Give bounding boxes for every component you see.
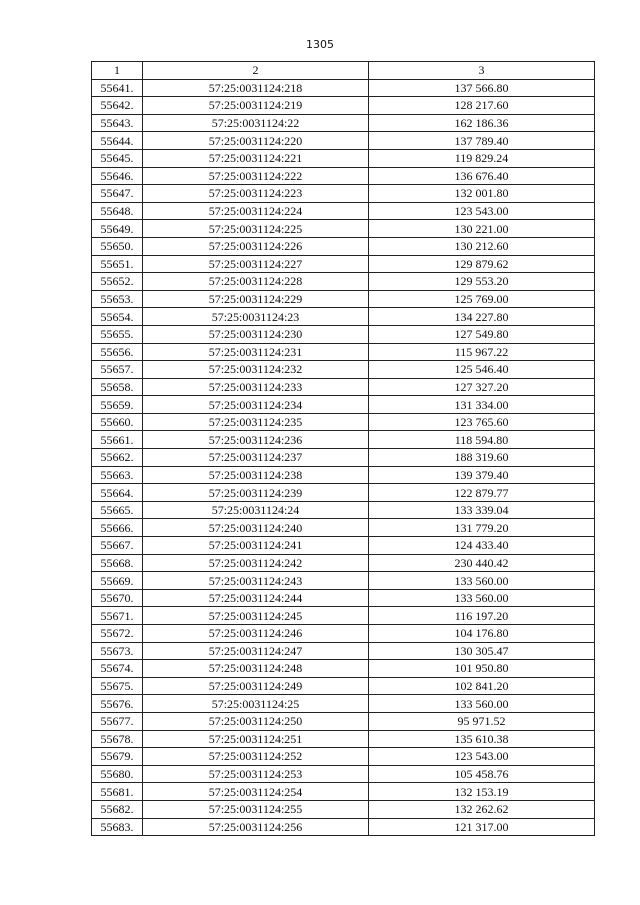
cadastral-value-cell: 124 433.40	[369, 537, 595, 555]
table-row	[92, 625, 595, 643]
table-row	[92, 730, 595, 748]
row-number-cell: 55669.	[92, 572, 143, 590]
row-number-cell: 55672.	[92, 625, 143, 643]
cadastral-value-cell: 121 317.00	[369, 818, 595, 836]
cadastral-value-cell: 127 327.20	[369, 378, 595, 396]
cadastral-number-cell: 57:25:0031124:254	[143, 783, 369, 801]
row-number-cell: 55671.	[92, 607, 143, 625]
cadastral-number-cell: 57:25:0031124:230	[143, 325, 369, 343]
cadastral-number-cell: 57:25:0031124:234	[143, 396, 369, 414]
table-row	[92, 149, 595, 167]
cadastral-number-cell: 57:25:0031124:228	[143, 273, 369, 291]
row-number-cell: 55679.	[92, 748, 143, 766]
table-row	[92, 660, 595, 678]
row-number-cell: 55665.	[92, 501, 143, 519]
row-number-cell: 55654.	[92, 308, 143, 326]
cadastral-number-cell: 57:25:0031124:226	[143, 237, 369, 255]
column-header-number: 1	[92, 62, 143, 80]
cadastral-value-cell: 133 560.00	[369, 572, 595, 590]
cadastral-number-cell: 57:25:0031124:224	[143, 202, 369, 220]
cadastral-value-cell: 119 829.24	[369, 149, 595, 167]
row-number-cell: 55674.	[92, 660, 143, 678]
table-row	[92, 79, 595, 97]
row-number-cell: 55656.	[92, 343, 143, 361]
table-row	[92, 537, 595, 555]
cadastral-value-cell: 130 305.47	[369, 642, 595, 660]
table-row	[92, 202, 595, 220]
row-number-cell: 55655.	[92, 325, 143, 343]
cadastral-number-cell: 57:25:0031124:220	[143, 132, 369, 150]
row-number-cell: 55647.	[92, 185, 143, 203]
cadastral-value-cell: 102 841.20	[369, 677, 595, 695]
cadastral-value-cell: 130 221.00	[369, 220, 595, 238]
table-row	[92, 185, 595, 203]
cadastral-number-cell: 57:25:0031124:248	[143, 660, 369, 678]
cadastral-number-cell: 57:25:0031124:250	[143, 712, 369, 730]
cadastral-value-cell: 129 553.20	[369, 273, 595, 291]
page-number: 1305	[306, 38, 334, 51]
cadastral-number-cell: 57:25:0031124:241	[143, 537, 369, 555]
cadastral-number-cell: 57:25:0031124:225	[143, 220, 369, 238]
row-number-cell: 55678.	[92, 730, 143, 748]
table-row	[92, 255, 595, 273]
table-row	[92, 607, 595, 625]
cadastral-value-cell: 230 440.42	[369, 554, 595, 572]
row-number-cell: 55675.	[92, 677, 143, 695]
cadastral-number-cell: 57:25:0031124:245	[143, 607, 369, 625]
cadastral-value-cell: 128 217.60	[369, 97, 595, 115]
cadastral-value-cell: 123 543.00	[369, 202, 595, 220]
row-number-cell: 55664.	[92, 484, 143, 502]
cadastral-number-cell: 57:25:0031124:25	[143, 695, 369, 713]
cadastral-number-cell: 57:25:0031124:238	[143, 466, 369, 484]
cadastral-number-cell: 57:25:0031124:253	[143, 765, 369, 783]
cadastral-value-cell: 135 610.38	[369, 730, 595, 748]
table-row	[92, 589, 595, 607]
table-row	[92, 501, 595, 519]
table-row	[92, 818, 595, 836]
cadastral-number-cell: 57:25:0031124:23	[143, 308, 369, 326]
row-number-cell: 55673.	[92, 642, 143, 660]
row-number-cell: 55658.	[92, 378, 143, 396]
cadastral-number-cell: 57:25:0031124:242	[143, 554, 369, 572]
cadastral-number-cell: 57:25:0031124:22	[143, 114, 369, 132]
cadastral-value-cell: 137 789.40	[369, 132, 595, 150]
cadastral-number-cell: 57:25:0031124:239	[143, 484, 369, 502]
column-header-value: 3	[369, 62, 595, 80]
row-number-cell: 55650.	[92, 237, 143, 255]
table-row	[92, 449, 595, 467]
cadastral-value-cell: 125 769.00	[369, 290, 595, 308]
cadastral-value-cell: 130 212.60	[369, 237, 595, 255]
row-number-cell: 55676.	[92, 695, 143, 713]
row-number-cell: 55653.	[92, 290, 143, 308]
table-row	[92, 132, 595, 150]
table-row	[92, 114, 595, 132]
table-row	[92, 361, 595, 379]
cadastral-value-cell: 132 153.19	[369, 783, 595, 801]
row-number-cell: 55659.	[92, 396, 143, 414]
row-number-cell: 55646.	[92, 167, 143, 185]
row-number-cell: 55648.	[92, 202, 143, 220]
cadastral-value-cell: 95 971.52	[369, 712, 595, 730]
cadastral-number-cell: 57:25:0031124:235	[143, 413, 369, 431]
table-row	[92, 97, 595, 115]
table-row	[92, 642, 595, 660]
row-number-cell: 55682.	[92, 800, 143, 818]
table-row	[92, 748, 595, 766]
cadastral-value-cell: 137 566.80	[369, 79, 595, 97]
table-body	[92, 79, 595, 836]
table-row	[92, 220, 595, 238]
cadastral-number-cell: 57:25:0031124:255	[143, 800, 369, 818]
table-row	[92, 466, 595, 484]
cadastral-number-cell: 57:25:0031124:256	[143, 818, 369, 836]
table-row	[92, 273, 595, 291]
row-number-cell: 55645.	[92, 149, 143, 167]
cadastral-value-cell: 104 176.80	[369, 625, 595, 643]
cadastral-number-cell: 57:25:0031124:240	[143, 519, 369, 537]
row-number-cell: 55652.	[92, 273, 143, 291]
cadastral-number-cell: 57:25:0031124:231	[143, 343, 369, 361]
table-row	[92, 378, 595, 396]
table-row	[92, 677, 595, 695]
cadastral-value-cell: 123 543.00	[369, 748, 595, 766]
cadastral-number-cell: 57:25:0031124:243	[143, 572, 369, 590]
cadastral-value-table	[91, 61, 595, 836]
cadastral-number-cell: 57:25:0031124:24	[143, 501, 369, 519]
cadastral-number-cell: 57:25:0031124:232	[143, 361, 369, 379]
cadastral-value-cell: 105 458.76	[369, 765, 595, 783]
cadastral-value-cell: 129 879.62	[369, 255, 595, 273]
table-row	[92, 237, 595, 255]
cadastral-value-cell: 131 779.20	[369, 519, 595, 537]
table-row	[92, 396, 595, 414]
table-row	[92, 308, 595, 326]
table-row	[92, 765, 595, 783]
table-header-row	[92, 62, 595, 80]
table-row	[92, 413, 595, 431]
cadastral-value-cell: 134 227.80	[369, 308, 595, 326]
cadastral-value-cell: 131 334.00	[369, 396, 595, 414]
table-row	[92, 167, 595, 185]
cadastral-value-cell: 116 197.20	[369, 607, 595, 625]
cadastral-value-cell: 132 001.80	[369, 185, 595, 203]
cadastral-value-cell: 139 379.40	[369, 466, 595, 484]
cadastral-number-cell: 57:25:0031124:222	[143, 167, 369, 185]
cadastral-number-cell: 57:25:0031124:252	[143, 748, 369, 766]
table-row	[92, 484, 595, 502]
table-row	[92, 554, 595, 572]
table-row	[92, 572, 595, 590]
column-header-cadastral-number: 2	[143, 62, 369, 80]
cadastral-value-cell: 115 967.22	[369, 343, 595, 361]
cadastral-value-cell: 188 319.60	[369, 449, 595, 467]
cadastral-number-cell: 57:25:0031124:233	[143, 378, 369, 396]
row-number-cell: 55668.	[92, 554, 143, 572]
cadastral-number-cell: 57:25:0031124:244	[143, 589, 369, 607]
cadastral-value-cell: 127 549.80	[369, 325, 595, 343]
row-number-cell: 55643.	[92, 114, 143, 132]
cadastral-number-cell: 57:25:0031124:223	[143, 185, 369, 203]
row-number-cell: 55670.	[92, 589, 143, 607]
cadastral-number-cell: 57:25:0031124:251	[143, 730, 369, 748]
cadastral-number-cell: 57:25:0031124:247	[143, 642, 369, 660]
cadastral-number-cell: 57:25:0031124:221	[143, 149, 369, 167]
cadastral-number-cell: 57:25:0031124:236	[143, 431, 369, 449]
cadastral-number-cell: 57:25:0031124:237	[143, 449, 369, 467]
row-number-cell: 55677.	[92, 712, 143, 730]
row-number-cell: 55641.	[92, 79, 143, 97]
row-number-cell: 55680.	[92, 765, 143, 783]
row-number-cell: 55649.	[92, 220, 143, 238]
cadastral-value-cell: 122 879.77	[369, 484, 595, 502]
cadastral-number-cell: 57:25:0031124:219	[143, 97, 369, 115]
row-number-cell: 55661.	[92, 431, 143, 449]
row-number-cell: 55662.	[92, 449, 143, 467]
table-row	[92, 712, 595, 730]
cadastral-value-cell: 162 186.36	[369, 114, 595, 132]
row-number-cell: 55657.	[92, 361, 143, 379]
cadastral-number-cell: 57:25:0031124:246	[143, 625, 369, 643]
row-number-cell: 55666.	[92, 519, 143, 537]
cadastral-value-cell: 118 594.80	[369, 431, 595, 449]
row-number-cell: 55683.	[92, 818, 143, 836]
table-row	[92, 695, 595, 713]
row-number-cell: 55660.	[92, 413, 143, 431]
row-number-cell: 55651.	[92, 255, 143, 273]
table-row	[92, 431, 595, 449]
cadastral-number-cell: 57:25:0031124:249	[143, 677, 369, 695]
row-number-cell: 55644.	[92, 132, 143, 150]
cadastral-value-cell: 133 339.04	[369, 501, 595, 519]
table-row	[92, 343, 595, 361]
cadastral-number-cell: 57:25:0031124:229	[143, 290, 369, 308]
row-number-cell: 55667.	[92, 537, 143, 555]
table-row	[92, 519, 595, 537]
cadastral-value-cell: 132 262.62	[369, 800, 595, 818]
table-row	[92, 290, 595, 308]
cadastral-value-cell: 125 546.40	[369, 361, 595, 379]
cadastral-value-cell: 101 950.80	[369, 660, 595, 678]
cadastral-number-cell: 57:25:0031124:218	[143, 79, 369, 97]
cadastral-value-cell: 133 560.00	[369, 695, 595, 713]
cadastral-value-cell: 136 676.40	[369, 167, 595, 185]
table-row	[92, 800, 595, 818]
cadastral-value-cell: 123 765.60	[369, 413, 595, 431]
table-row	[92, 783, 595, 801]
row-number-cell: 55642.	[92, 97, 143, 115]
cadastral-number-cell: 57:25:0031124:227	[143, 255, 369, 273]
row-number-cell: 55663.	[92, 466, 143, 484]
row-number-cell: 55681.	[92, 783, 143, 801]
cadastral-value-cell: 133 560.00	[369, 589, 595, 607]
table-row	[92, 325, 595, 343]
